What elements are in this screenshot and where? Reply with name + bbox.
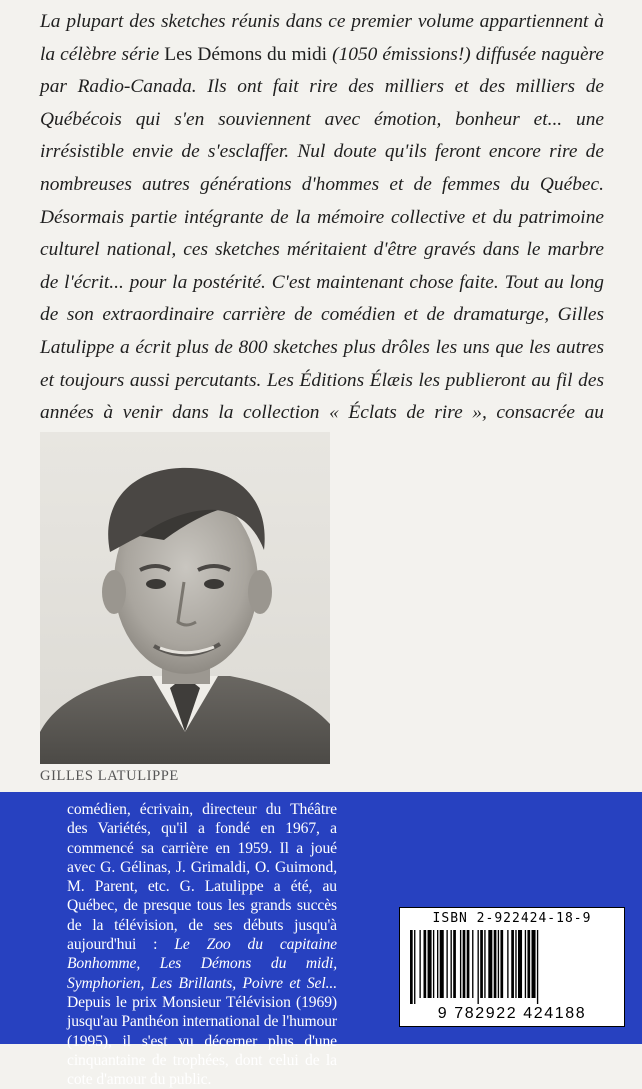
- bio-text-2: Depuis le prix Monsieur Télévision (1969) jusqu'au Panthéon international de l'humour (1995), il s'est vu décerner plus d'une cinquantaine de trophées, dont celui de la cote d'amour du public.: [67, 993, 337, 1089]
- barcode-icon: [408, 930, 616, 1004]
- isbn-barcode-box: [399, 907, 625, 1027]
- isbn-label: ISBN 2-922424-18-9: [432, 911, 592, 926]
- back-cover-blurb: [40, 6, 604, 462]
- author-photo: [40, 432, 330, 764]
- bio-shows: Le Zoo du capitaine Bonhomme, Les Démons du midi, Symphorien, Les Brillants, Poivre et Sel...: [67, 936, 337, 992]
- ean-number: 9 782922 424188: [437, 1005, 587, 1022]
- author-biography: [67, 800, 337, 1089]
- bio-text-1: comédien, écrivain, directeur du Théâtre des Variétés, qu'il a fondé en 1967, a commencé sa carrière en 1959. Il a joué avec G. Gélinas, J. Grimaldi, O. Guimond, M. Parent, etc. G. Latulippe a été, au Québec, de presque tous les grands succès de la télévision, de ses débuts jusqu'à aujourd'hui :: [67, 801, 337, 954]
- blurb-text-1: La plupart des sketches réunis dans ce premier volume appartiennent à la célèbre série: [40, 11, 604, 65]
- series-title: Les Démons du midi: [164, 43, 328, 65]
- blurb-text-2: (1050 émissions!) diffusée naguère par Radio-Canada. Ils ont fait rire des milliers et des milliers de Québécois qui s'en souviennent avec émotion, bonheur et... une irrésistible envie de s'esclaffer. Nul doute qu'ils feront encore rire de nombreuses autres générations d'hommes et de femmes du Québec. Désormais partie intégrante de la mémoire collective et du patrimoine culturel national, ces sketches méritaient d'être gravés dans le marbre de l'écrit... pour la postérité. C'est maintenant chose faite. Tout au long de son extraordinaire carrière de comédien et de dramaturge, Gilles Latulippe a écrit plus de 800 sketches plus drôles les uns que les autres et toujours aussi percutants. Les Éditions Élæis les publieront au fil des années à venir dans la collection « Éclats de rire », consacrée au: [40, 43, 604, 424]
- photo-caption: GILLES LATULIPPE: [40, 768, 179, 784]
